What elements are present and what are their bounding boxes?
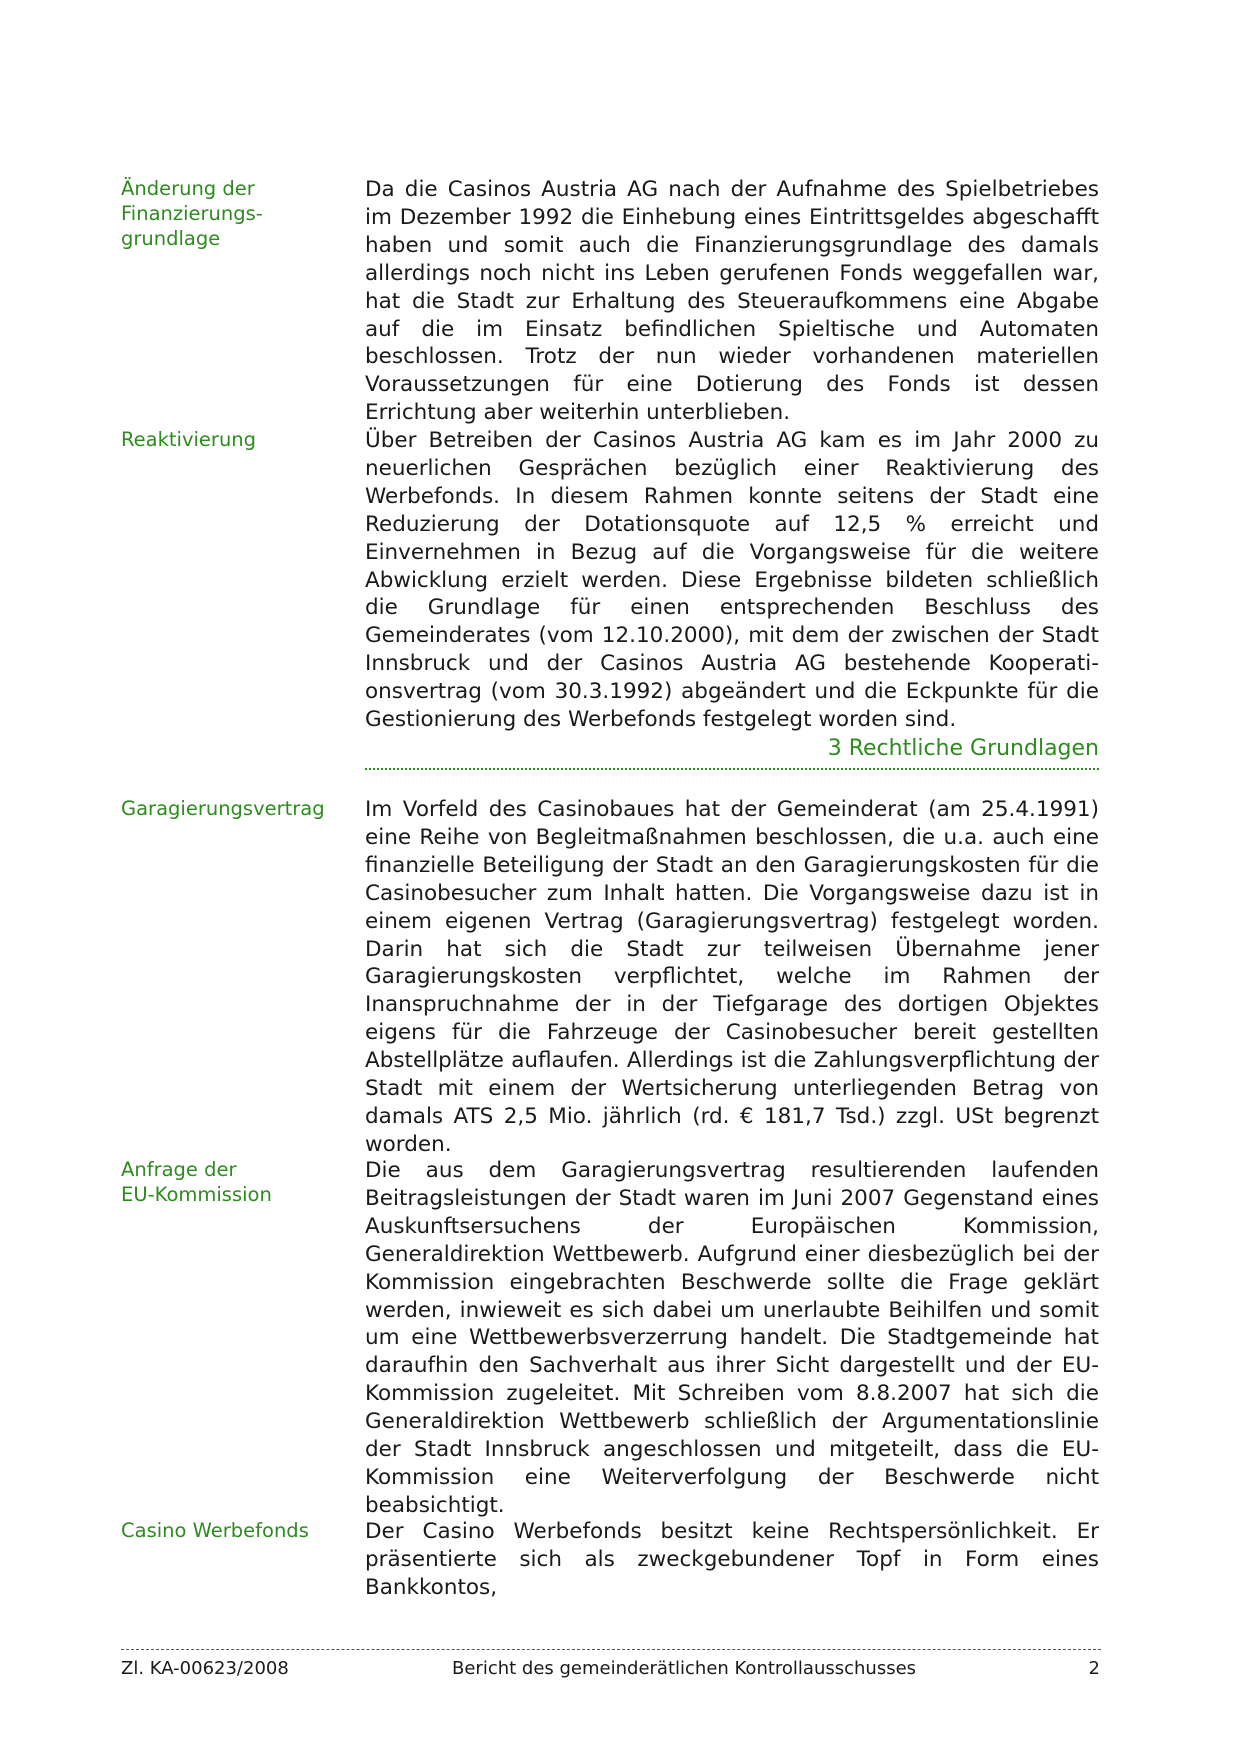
- margin-label-line: Änderung der: [121, 177, 255, 200]
- paragraph-casino-werbefonds: Der Casino Werbefonds besitzt keine Rechtspersönlichkeit. Er präsentierte sich als zweckgebundener Topf in Form eines Bankkontos,: [365, 1519, 1099, 1600]
- footer-title: Bericht des gemeinderätlichen Kontrollausschusses: [452, 1658, 917, 1679]
- margin-label-line: grundlage: [121, 227, 221, 250]
- margin-label-line: Anfrage der: [121, 1158, 237, 1181]
- margin-label-eu-kommission: [121, 1157, 331, 1207]
- paragraph-reaktivierung: Über Betreiben der Casinos Austria AG kam es im Jahr 2000 zu neuerlichen Gesprächen bezüglich einer Reaktivierung des Werbefonds. In diesem Rahmen konnte seitens der Stadt eine Reduzierung der Dotationsquote auf 12,5 % erreicht und Einvernehmen in Bezug auf die Vorgangsweise für die weitere Abwicklung erzielt werden. Diese Ergebnisse bildeten schließlich die Grundlage für einen entsprechenden Beschluss des Gemeinderates (vom 12.10.2000), mit dem der zwischen der Stadt Innsbruck und der Casinos Austria AG bestehende Kooperationsvertrag (vom 30.3.1992) abgeändert und die Eckpunkte für die Gestionierung des Werbefonds festgelegt worden sind.: [365, 428, 1099, 733]
- paragraph-garagierungsvertrag: Im Vorfeld des Casinobaues hat der Gemeinderat (am 25.4.1991) eine Reihe von Begleitmaßnahmen beschlossen, die u.a. auch eine finanzielle Beteiligung der Stadt an den Garagierungskosten für die Casinobesucher zum Inhalt hatten. Die Vorgangsweise dazu ist in einem eigenen Vertrag (Garagierungsvertrag) festgelegt worden. Darin hat sich die Stadt zur teilweisen Übernahme jener Garagierungskosten verpflichtet, welche im Rahmen der Inanspruchnahme der in der Tiefgarage des dortigen Objektes eigens für die Fahrzeuge der Casinobesucher bereit gestellten Abstellplätze auflaufen. Allerdings ist die Zahlungsverpflichtung der Stadt mit einem der Wertsicherung unterliegenden Betrag von damals ATS 2,5 Mio. jährlich (rd. € 181,7 Tsd.) zzgl. USt begrenzt worden.: [365, 797, 1099, 1157]
- paragraph-aenderung: Da die Casinos Austria AG nach der Aufnahme des Spielbetriebes im Dezember 1992 die Einhebung eines Eintrittsgeldes abgeschafft haben und somit auch die Finanzierungsgrundlage des damals allerdings noch nicht ins Leben gerufenen Fonds weggefallen war, hat die Stadt zur Erhaltung des Steueraufkommens eine Abgabe auf die im Einsatz befindlichen Spieltische und Automaten beschlossen. Trotz der nun wieder vorhandenen materiellen Voraussetzungen für eine Dotierung des Fonds ist dessen Errichtung aber weiterhin unterblieben.: [365, 177, 1099, 426]
- margin-label-line: Casino Werbefonds: [121, 1519, 309, 1542]
- margin-label-reaktivierung: [121, 427, 331, 452]
- footer-divider: [121, 1649, 1101, 1650]
- margin-label-line: EU-Kommission: [121, 1183, 272, 1206]
- margin-label-line: Finanzierungs-: [121, 202, 263, 225]
- page-number: 2: [1088, 1658, 1100, 1679]
- margin-label-aenderung: [121, 176, 331, 251]
- paragraph-eu-kommission: Die aus dem Garagierungsvertrag resultierenden laufenden Beitragsleistungen der Stadt waren im Juni 2007 Gegenstand eines Auskunftsersuchens der Europäischen Kommission, Generaldirektion Wettbewerb. Aufgrund einer diesbezüglich bei der Kommission eingebrachten Beschwerde sollte die Frage geklärt werden, inwieweit es sich dabei um unerlaubte Beihilfen und somit um eine Wettbewerbsverzerrung handelt. Die Stadtgemeinde hat daraufhin den Sachverhalt aus ihrer Sicht dargestellt und der EU-Kommission zugeleitet. Mit Schreiben vom 8.8.2007 hat sich die Generaldirektion Wettbewerb schließlich der Argumentationslinie der Stadt Innsbruck angeschlossen und mitgeteilt, dass die EU-Kommission eine Weiterverfolgung der Beschwerde nicht beabsichtigt.: [365, 1158, 1099, 1518]
- section-heading: 3 Rechtliche Grundlagen: [827, 736, 1099, 761]
- margin-label-line: Garagierungsvertrag: [121, 797, 325, 820]
- footer-reference: Zl. KA-00623/2008: [121, 1658, 289, 1679]
- margin-label-casino-werbefonds: [121, 1518, 331, 1543]
- section-divider: [365, 768, 1099, 770]
- margin-label-line: Reaktivierung: [121, 428, 257, 451]
- margin-label-garagierungsvertrag: [121, 796, 331, 821]
